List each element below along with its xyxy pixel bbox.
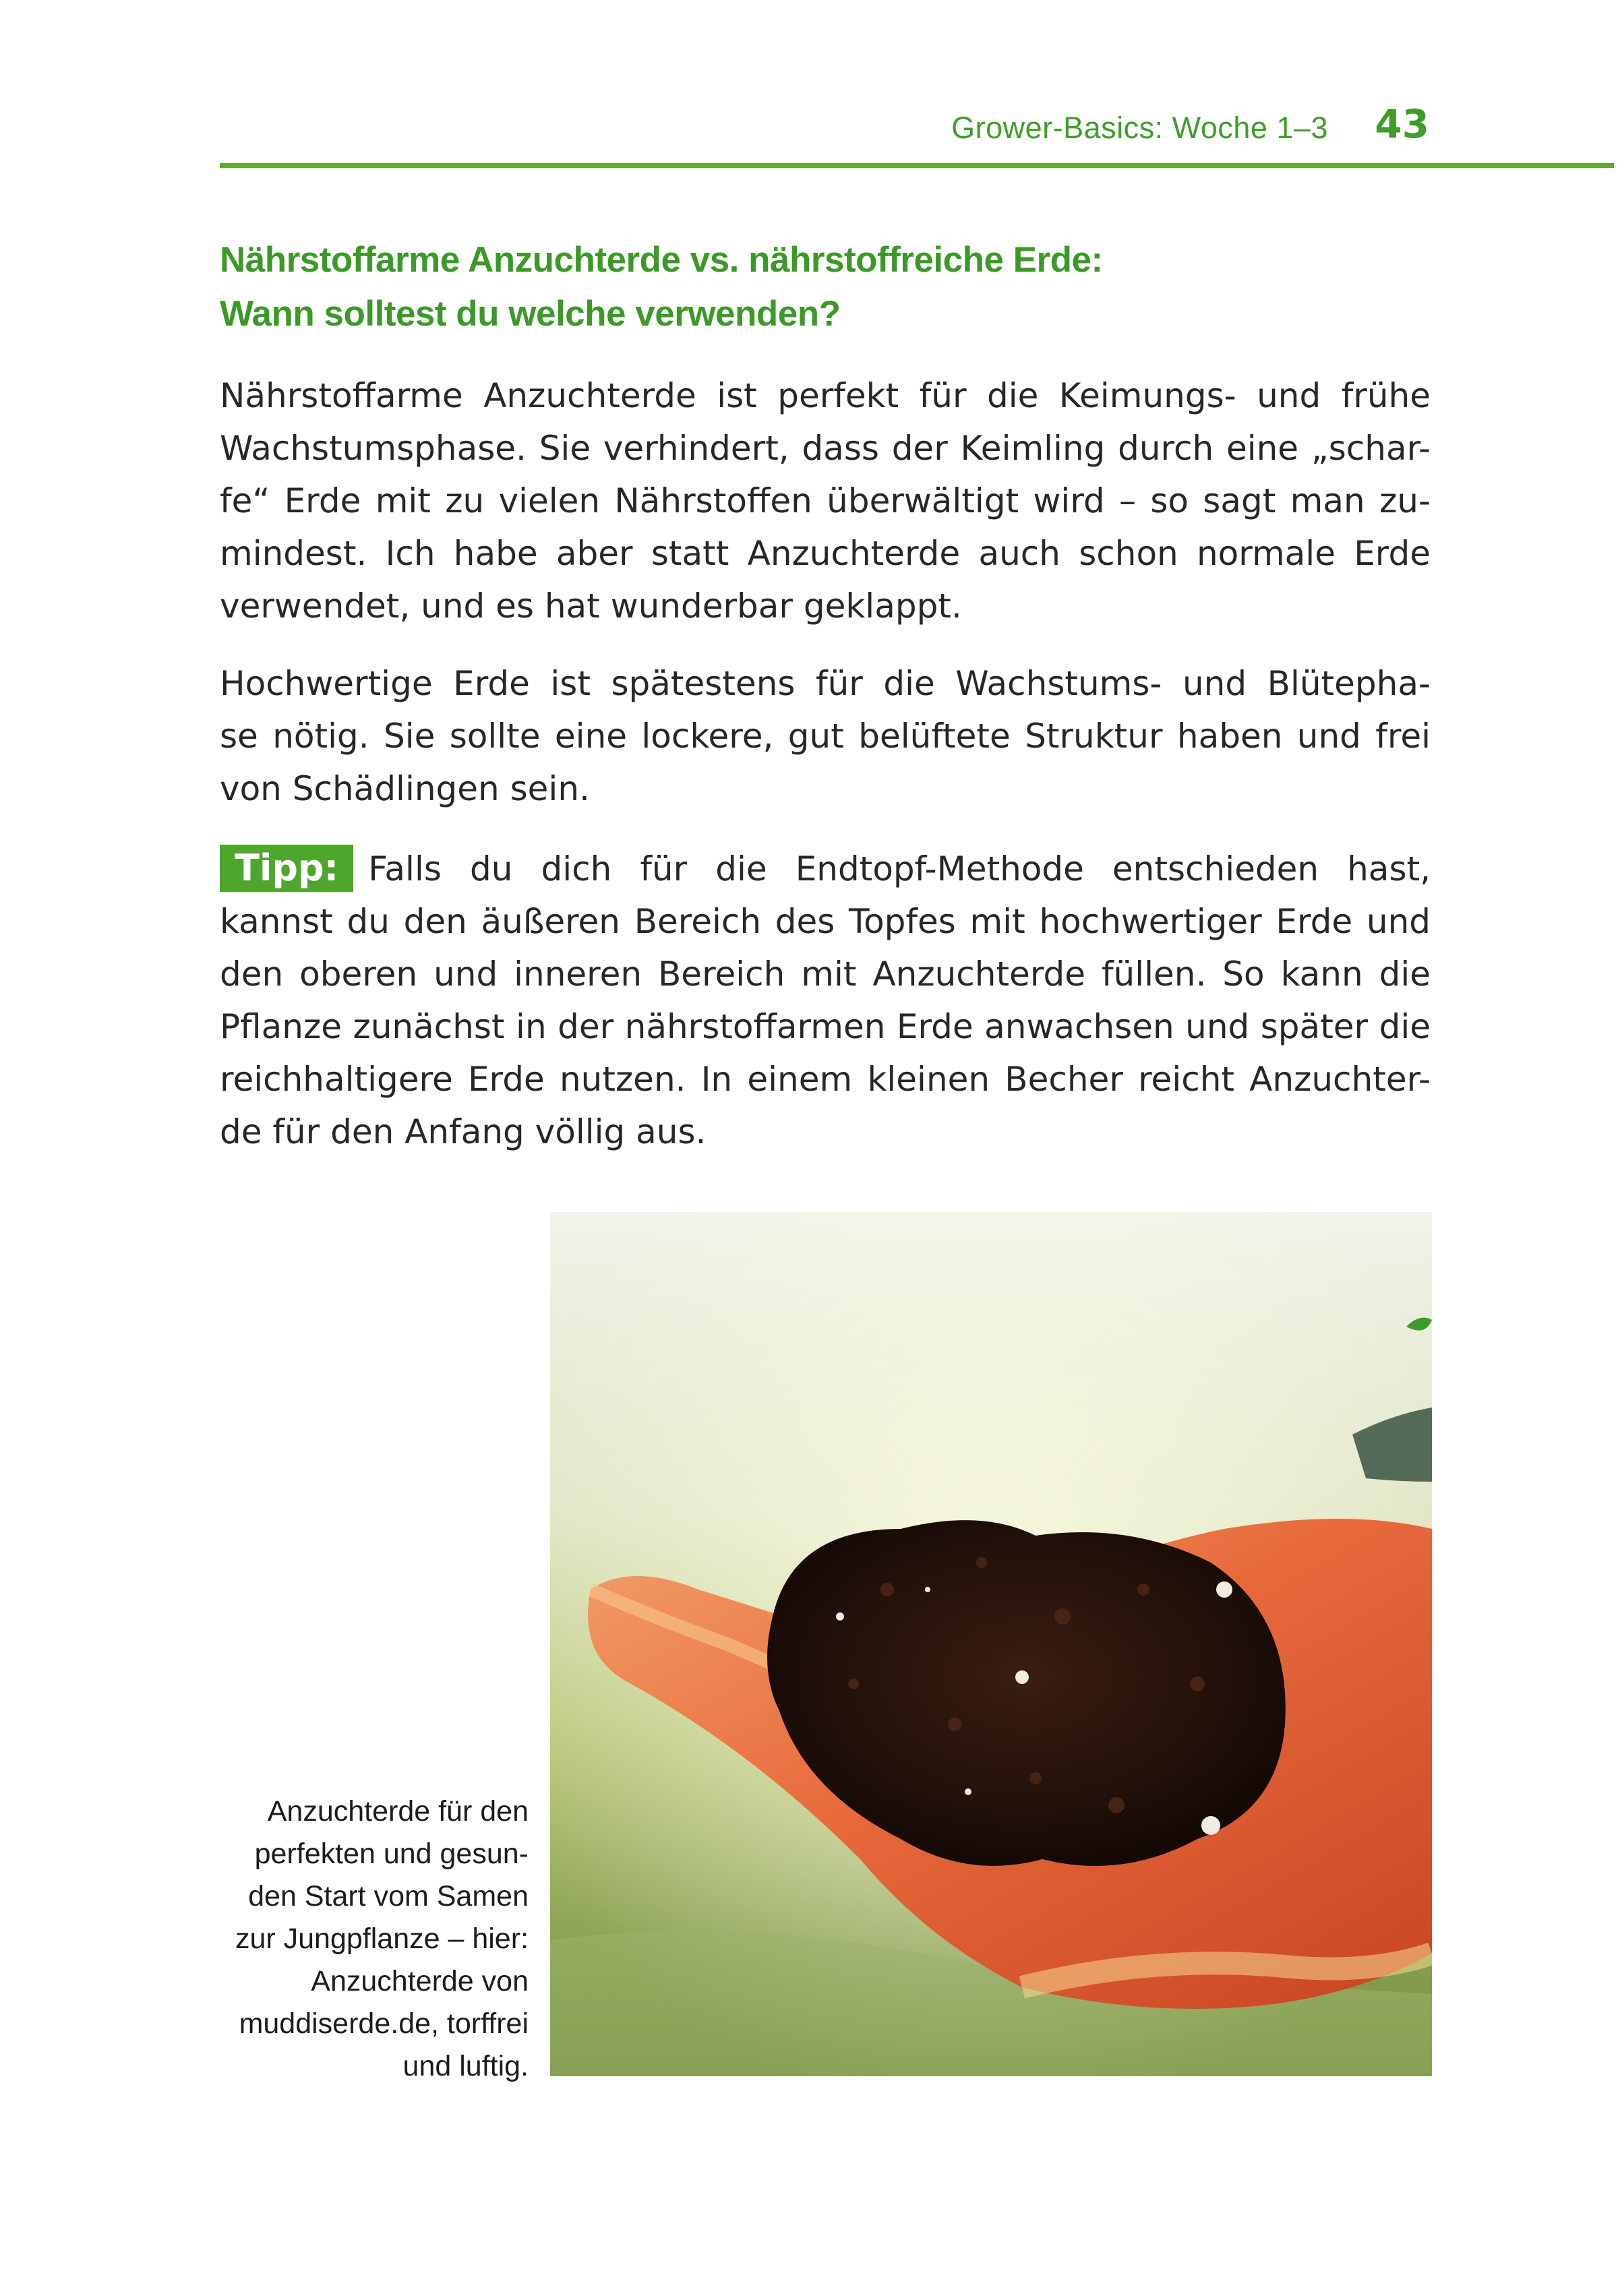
paragraph-1-line: mindest. Ich habe aber statt Anzuchterde auch schon normale Erde [220,534,1431,573]
paragraph-2-line: se nötig. Sie sollte eine lockere, gut belüftete Struktur haben und frei [220,717,1431,756]
paragraph-1-line: Nährstoffarme Anzuchterde ist perfekt für die Keimungs- und frühe [220,376,1431,415]
tip-line: de für den Anfang völlig aus. [220,1112,707,1151]
paragraph-2-line: Hochwertige Erde ist spätestens für die Wachstums- und Blütepha- [220,664,1431,703]
tip-paragraph [220,843,1431,1158]
tip-line: Falls du dich für die Endtopf-Methode entschieden hast, [368,849,1431,888]
caption-line: muddiserde.de, torffrei [239,2007,529,2040]
section-heading-line-1: Nährstoffarme Anzuchterde vs. nährstoffreiche Erde: [220,240,1103,280]
caption-line: zur Jungpflanze – hier: [235,1923,529,1955]
tip-line: den oberen und inneren Bereich mit Anzuchterde füllen. So kann die [220,955,1431,994]
section-heading [220,233,1433,341]
section-heading-line-2: Wann solltest du welche verwenden? [220,294,841,334]
paragraph-2-line: von Schädlingen sein. [220,769,590,808]
paragraph-1-line: fe“ Erde mit zu vielen Nährstoffen überwältigt wird – so sagt man zu- [220,481,1431,520]
header-rule [220,163,1614,168]
caption-line: den Start vom Samen [248,1880,529,1912]
tip-line: reichhaltigere Erde nutzen. In einem kleinen Becher reicht Anzuchter- [220,1060,1431,1099]
paragraph-1 [220,369,1431,632]
paragraph-1-line: verwendet, und es hat wunderbar geklappt. [220,586,962,626]
soil-in-hand-photo [550,1212,1432,2076]
caption-line: Anzuchterde von [311,1965,529,1997]
tip-line: Pflanze zunächst in der nährstoffarmen Erde anwachsen und später die [220,1007,1431,1046]
caption-line: perfekten und gesun- [254,1838,529,1870]
running-title: Grower-Basics: Woche 1–3 [951,111,1328,145]
caption-line: und luftig. [402,2050,529,2082]
page-number: 43 [1375,101,1429,147]
caption-line: Anzuchterde für den [267,1795,529,1827]
tip-line: kannst du den äußeren Bereich des Topfes mit hochwertiger Erde und [220,902,1431,941]
tip-first-line [220,843,1431,895]
tip-badge: Tipp: [220,845,353,892]
photo-caption [202,1790,529,2088]
page-header [220,101,1429,148]
paragraph-2 [220,657,1431,815]
paragraph-1-line: Wachstumsphase. Sie verhindert, dass der Keimling durch eine „schar- [220,429,1431,468]
